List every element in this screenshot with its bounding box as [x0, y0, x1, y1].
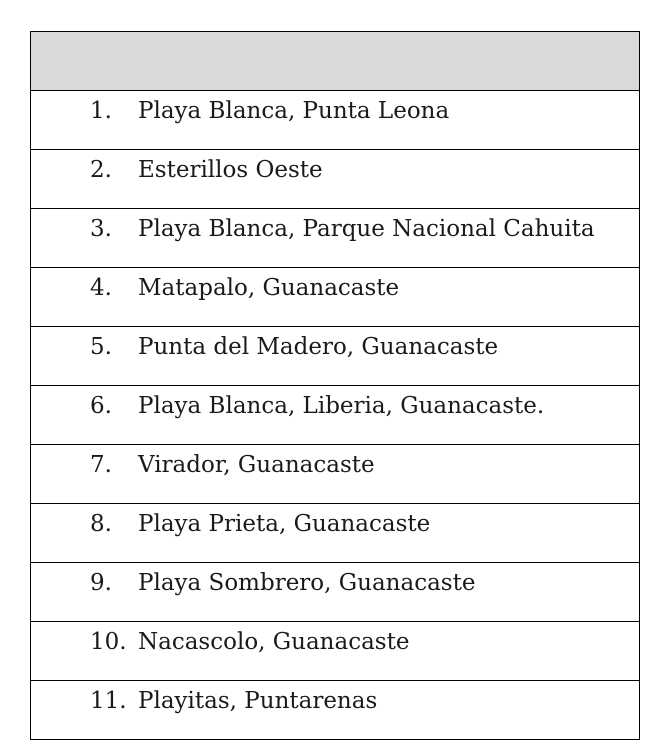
table-row	[31, 563, 640, 622]
table-cell	[31, 504, 640, 563]
table-row	[31, 504, 640, 563]
list-number: 10.	[90, 629, 127, 655]
list-number: 2.	[90, 157, 112, 183]
list-item-text: Playa Blanca, Liberia, Guanacaste.	[138, 393, 545, 419]
table-cell	[31, 681, 640, 740]
table-cell	[31, 445, 640, 504]
list-item-text: Matapalo, Guanacaste	[138, 275, 400, 301]
table-row	[31, 622, 640, 681]
table-header-cell	[31, 32, 640, 91]
table-cell	[31, 209, 640, 268]
list-number: 5.	[90, 334, 112, 360]
list-item-text: Playa Prieta, Guanacaste	[138, 511, 431, 537]
table-row	[31, 445, 640, 504]
list-number: 7.	[90, 452, 112, 478]
table-row	[31, 681, 640, 740]
list-number: 11.	[90, 688, 127, 714]
table-cell	[31, 622, 640, 681]
list-item-text: Playa Blanca, Punta Leona	[138, 98, 450, 124]
table-cell	[31, 150, 640, 209]
table-cell	[31, 268, 640, 327]
table-row	[31, 327, 640, 386]
table-row	[31, 209, 640, 268]
table-header-row	[31, 32, 640, 91]
list-item-text: Nacascolo, Guanacaste	[138, 629, 410, 655]
list-number: 1.	[90, 98, 112, 124]
table-cell	[31, 386, 640, 445]
table-cell	[31, 563, 640, 622]
table-cell	[31, 327, 640, 386]
table-row	[31, 268, 640, 327]
table-row	[31, 150, 640, 209]
list-item-text: Playitas, Puntarenas	[138, 688, 378, 714]
table-row	[31, 91, 640, 150]
list-number: 6.	[90, 393, 112, 419]
list-number: 9.	[90, 570, 112, 596]
beach-list-table	[30, 31, 640, 740]
list-number: 3.	[90, 216, 112, 242]
list-number: 8.	[90, 511, 112, 537]
table-cell	[31, 91, 640, 150]
list-item-text: Playa Blanca, Parque Nacional Cahuita	[138, 216, 595, 242]
list-item-text: Virador, Guanacaste	[138, 452, 375, 478]
list-number: 4.	[90, 275, 112, 301]
list-item-text: Playa Sombrero, Guanacaste	[138, 570, 476, 596]
list-item-text: Punta del Madero, Guanacaste	[138, 334, 499, 360]
table-row	[31, 386, 640, 445]
list-item-text: Esterillos Oeste	[138, 157, 323, 183]
